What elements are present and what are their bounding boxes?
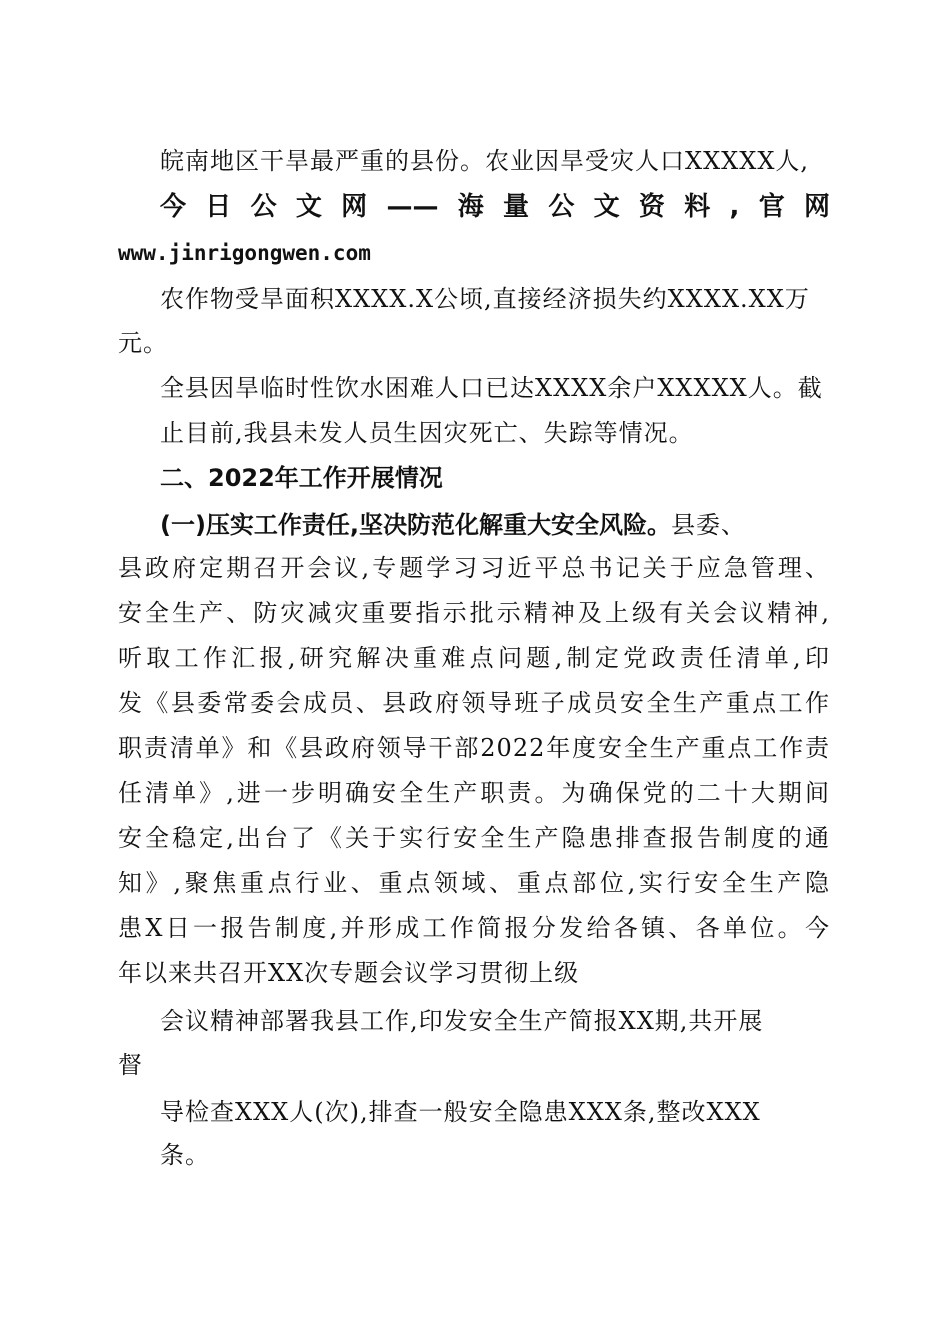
paragraph-line-15: 患X日一报告制度,并形成工作简报分发给各镇、各单位。今 xyxy=(118,914,830,942)
section-heading: 二、2022年工作开展情况 xyxy=(160,464,443,492)
watermark-url: www.jinrigongwen.com xyxy=(118,241,371,265)
paragraph-line-13: 安全稳定,出台了《关于实行安全生产隐患排查报告制度的通 xyxy=(118,824,830,852)
paragraph-line-4: 全县因旱临时性饮水困难人口已达XXXX余户XXXXX人。截 xyxy=(160,374,823,402)
subsection-lead: (一)压实工作责任,坚决防范化解重大安全风险。 xyxy=(160,511,672,539)
subsection-lead-tail: 县委、 xyxy=(671,511,747,539)
watermark-banner: 今日公文网——海量公文资料,官网 xyxy=(160,192,830,222)
paragraph-line-14: 知》,聚焦重点行业、重点领域、重点部位,实行安全生产隐 xyxy=(118,869,830,897)
paragraph-line-19: 导检查XXX人(次),排查一般安全隐患XXX条,整改XXX xyxy=(160,1098,761,1126)
paragraph-line-5: 止目前,我县未发人员生因灾死亡、失踪等情况。 xyxy=(160,419,694,447)
paragraph-line-20: 条。 xyxy=(160,1141,210,1169)
paragraph-line-16: 年以来共召开XX次专题会议学习贯彻上级 xyxy=(118,959,580,987)
paragraph-line-7: 县政府定期召开会议,专题学习习近平总书记关于应急管理、 xyxy=(118,554,830,582)
paragraph-line-9: 听取工作汇报,研究解决重难点问题,制定党政责任清单,印 xyxy=(118,644,830,672)
paragraph-line-10: 发《县委常委会成员、县政府领导班子成员安全生产重点工作 xyxy=(118,689,830,717)
paragraph-line-1: 皖南地区干旱最严重的县份。农业因旱受灾人口XXXXX人, xyxy=(160,147,810,175)
paragraph-line-2: 农作物受旱面积XXXX.X公顷,直接经济损失约XXXX.XX万 xyxy=(160,285,810,313)
paragraph-line-8: 安全生产、防灾减灾重要指示批示精神及上级有关会议精神, xyxy=(118,599,830,627)
paragraph-line-11: 职责清单》和《县政府领导干部2022年度安全生产重点工作责 xyxy=(118,734,830,762)
paragraph-line-18: 督 xyxy=(118,1051,143,1079)
paragraph-line-3: 元。 xyxy=(118,329,168,357)
paragraph-line-17: 会议精神部署我县工作,印发安全生产简报XX期,共开展 xyxy=(160,1007,764,1035)
paragraph-line-12: 任清单》,进一步明确安全生产职责。为确保党的二十大期间 xyxy=(118,779,830,807)
paragraph-line-6 xyxy=(160,510,830,540)
